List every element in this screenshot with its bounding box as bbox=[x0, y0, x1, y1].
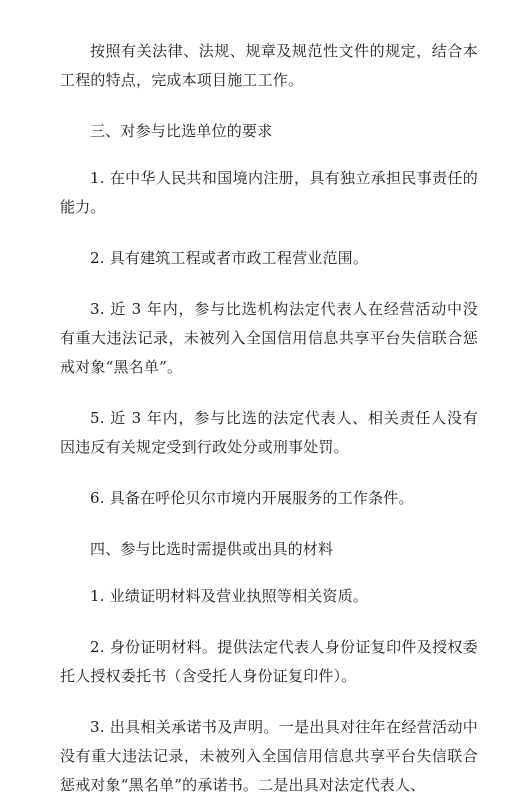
material-item-2: 2. 身份证明材料。提供法定代表人身份证复印件及授权委托人授权委托书（含受托人身份证复印件）。 bbox=[60, 638, 478, 685]
requirement-item-6: 6. 具备在呼伦贝尔市境内开展服务的工作条件。 bbox=[90, 489, 414, 507]
requirement-item-3: 3. 近 3 年内，参与比选机构法定代表人在经营活动中没有重大违法记录，未被列入全国信用信息共享平台失信联合惩戒对象“黑名单”。 bbox=[60, 300, 478, 376]
requirement-item-1: 1. 在中华人民共和国境内注册，具有独立承担民事责任的能力。 bbox=[60, 169, 478, 216]
material-item-3: 3. 出具相关承诺书及声明。一是出具对往年在经营活动中没有重大违法记录，未被列入全国信用信息共享平台失信联合惩戒对象“黑名单”的承诺书。二是出具对法定代表人、 bbox=[60, 718, 478, 794]
material-item-1: 1. 业绩证明材料及营业执照等相关资质。 bbox=[90, 587, 369, 605]
section-heading-materials: 四、参与比选时需提供或出具的材料 bbox=[90, 540, 334, 558]
section-heading-requirements: 三、对参与比选单位的要求 bbox=[90, 122, 273, 140]
requirement-item-2: 2. 具有建筑工程或者市政工程营业范围。 bbox=[90, 249, 369, 267]
requirement-item-5: 5. 近 3 年内，参与比选的法定代表人、相关责任人没有因违反有关规定受到行政处分或刑事处罚。 bbox=[60, 409, 478, 456]
paragraph-scope: 按照有关法律、法规、规章及规范性文件的规定，结合本工程的特点，完成本项目施工工作。 bbox=[60, 42, 478, 89]
